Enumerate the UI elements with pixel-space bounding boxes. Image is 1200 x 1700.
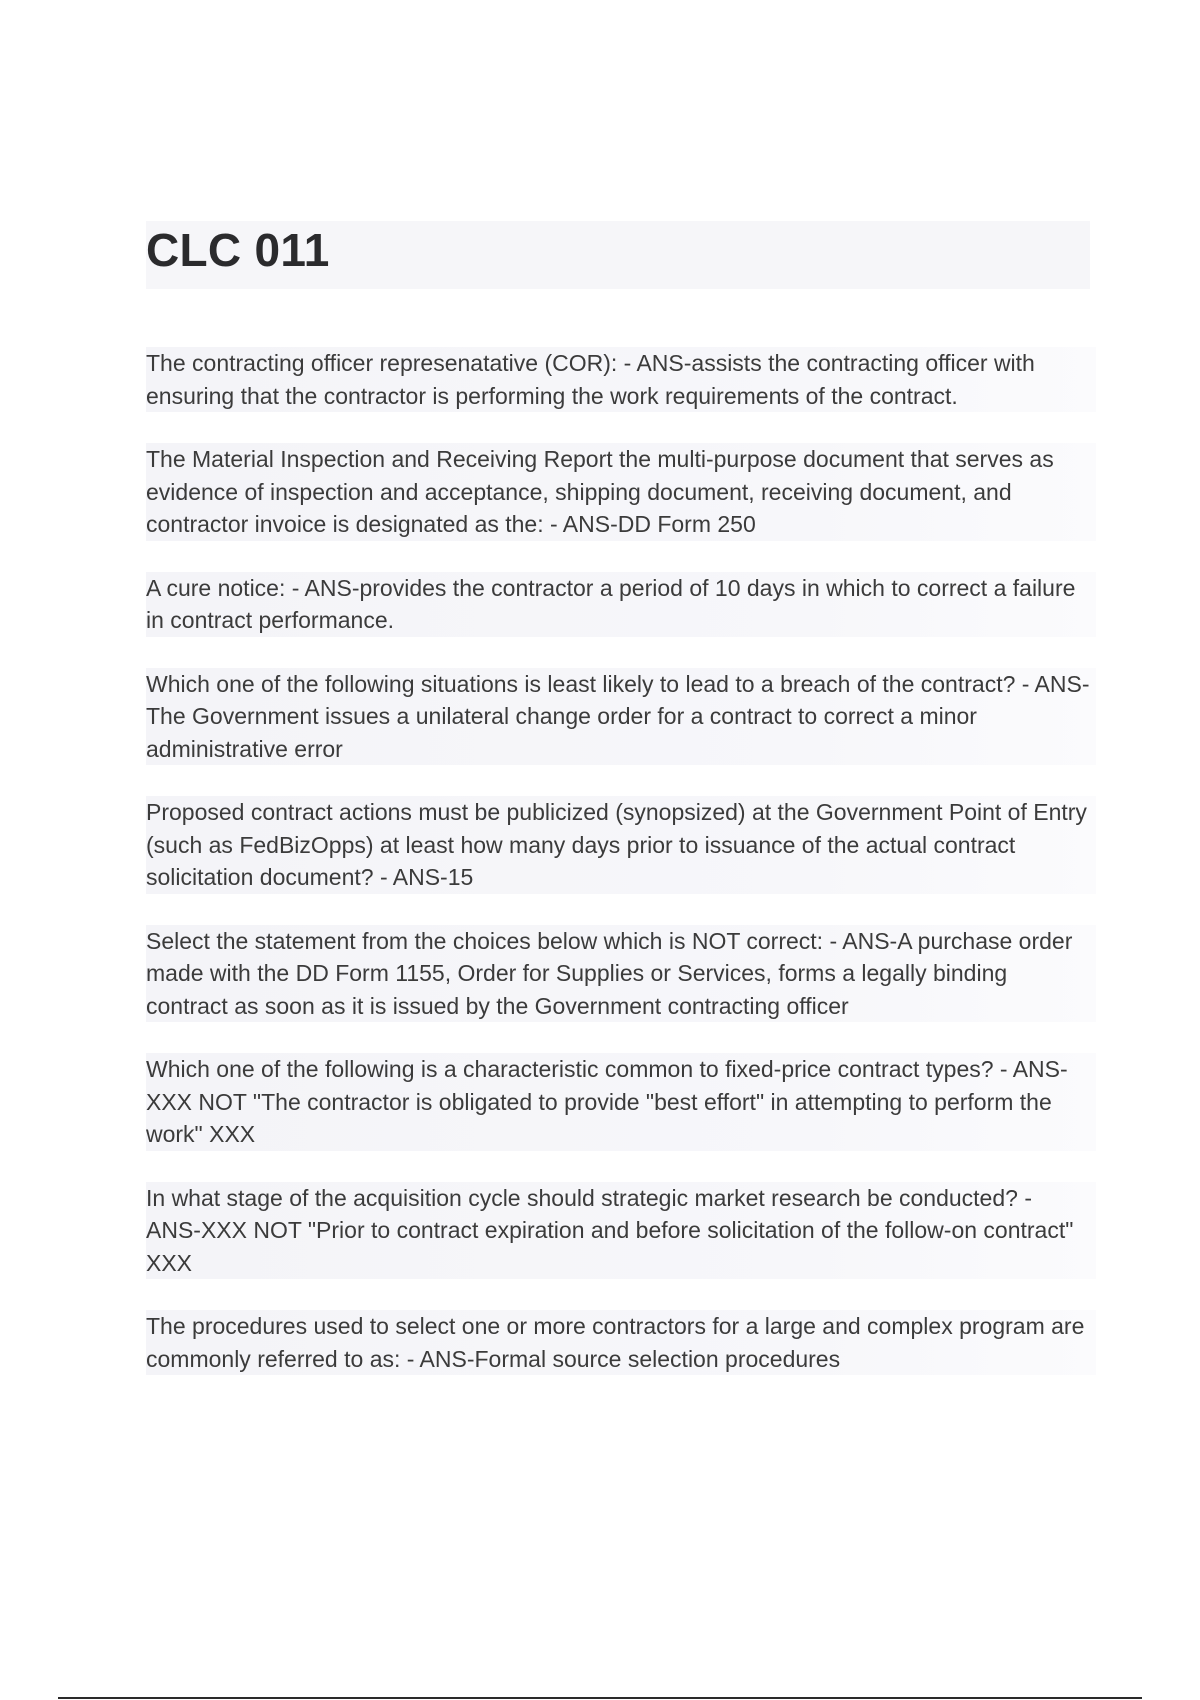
qa-item-2: The Material Inspection and Receiving Report the multi-purpose document that serves as evidence of inspection and acceptance, shipping document, receiving document, and contractor invoice is designated as the: - ANS-DD Form 250 [146, 443, 1096, 541]
qa-item-4: Which one of the following situations is least likely to lead to a breach of the contract? - ANS-The Government issues a unilateral change order for a contract to correct a minor administrative error [146, 668, 1096, 766]
qa-list [146, 347, 1096, 1375]
page-title: CLC 011 [146, 224, 330, 276]
footer-divider [58, 1697, 1142, 1699]
qa-item-9: The procedures used to select one or more contractors for a large and complex program are commonly referred to as: - ANS-Formal source selection procedures [146, 1310, 1096, 1375]
qa-item-7: Which one of the following is a characteristic common to fixed-price contract types? - ANS-XXX NOT "The contractor is obligated to provide "best effort" in attempting to perform the work" XXX [146, 1053, 1096, 1151]
qa-item-3: A cure notice: - ANS-provides the contractor a period of 10 days in which to correct a failure in contract performance. [146, 572, 1096, 637]
qa-item-1: The contracting officer represenatative (COR): - ANS-assists the contracting officer with ensuring that the contractor is performing the work requirements of the contract. [146, 347, 1096, 412]
qa-item-5: Proposed contract actions must be publicized (synopsized) at the Government Point of Entry (such as FedBizOpps) at least how many days prior to issuance of the actual contract solicitation document? - ANS-15 [146, 796, 1096, 894]
qa-item-6: Select the statement from the choices below which is NOT correct: - ANS-A purchase order made with the DD Form 1155, Order for Supplies or Services, forms a legally binding contract as soon as it is issued by the Government contracting officer [146, 925, 1096, 1023]
qa-item-8: In what stage of the acquisition cycle should strategic market research be conducted? - ANS-XXX NOT "Prior to contract expiration and before solicitation of the follow-on contract" XXX [146, 1182, 1096, 1280]
